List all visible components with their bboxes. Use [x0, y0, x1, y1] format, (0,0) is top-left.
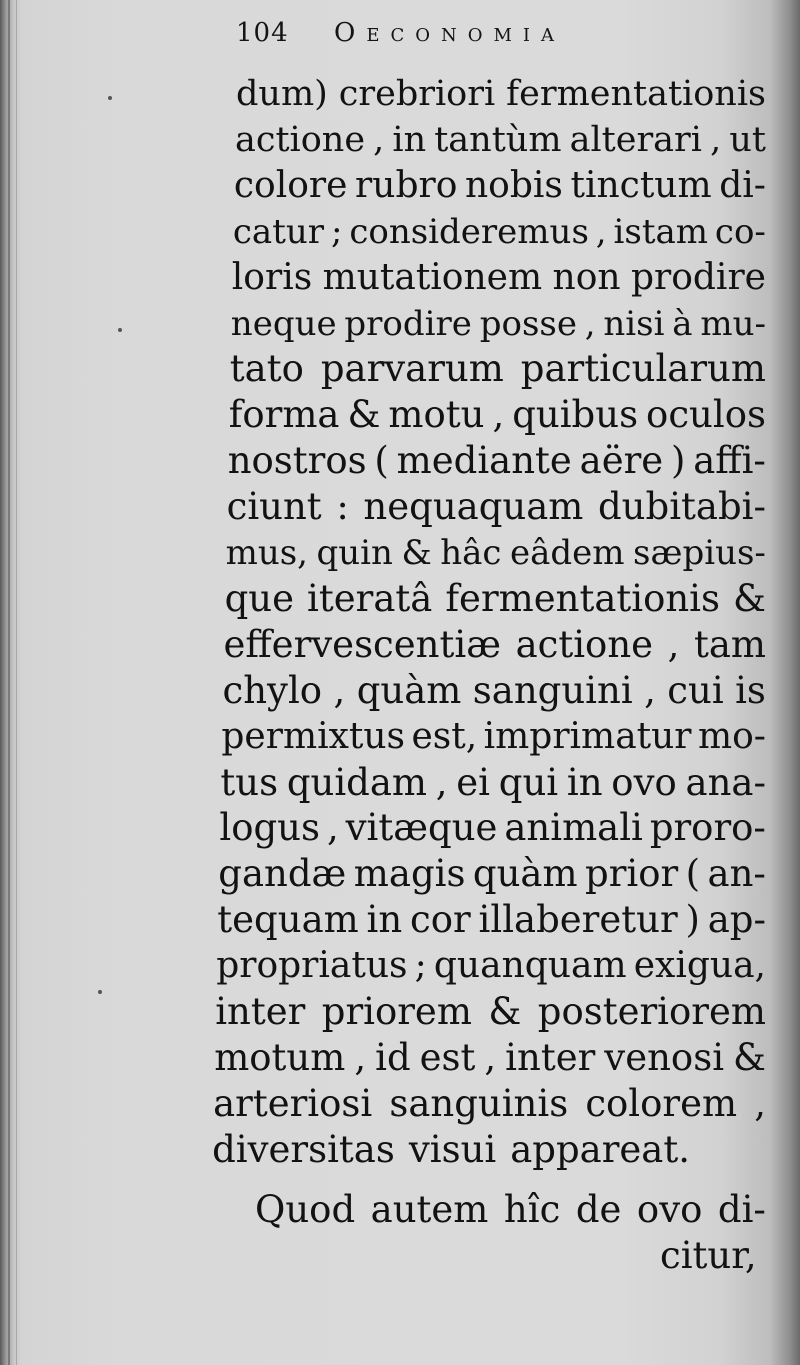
paper-speck — [108, 96, 112, 100]
word: in — [566, 760, 603, 804]
word: , — [333, 668, 346, 712]
word: colorem — [585, 1081, 738, 1125]
word: illaberetur — [478, 898, 678, 942]
word: diversitas — [212, 1127, 395, 1171]
text-line — [212, 1128, 766, 1172]
text-line — [217, 898, 766, 942]
text-line — [213, 1082, 766, 1126]
word: ap- — [707, 898, 766, 942]
text-line — [216, 944, 766, 988]
text-line — [660, 1234, 766, 1278]
word: loris — [231, 256, 313, 298]
text-line — [235, 118, 766, 162]
word: vitæque — [345, 806, 498, 850]
word: ana- — [685, 760, 766, 804]
word: colore — [233, 164, 348, 206]
word: particularum — [520, 347, 766, 391]
word: ( — [685, 852, 701, 896]
word: ovo — [611, 760, 677, 804]
word: proro- — [649, 806, 766, 850]
text-line — [234, 164, 766, 208]
paper-speck — [98, 990, 102, 994]
text-line — [215, 990, 766, 1034]
word: , — [754, 1081, 766, 1125]
word: affi- — [693, 439, 766, 483]
word: quidam — [286, 760, 428, 804]
word: que — [224, 576, 295, 620]
text-line — [226, 531, 766, 575]
word: di- — [717, 1187, 766, 1231]
text-line — [221, 715, 766, 759]
word: cui — [667, 668, 724, 712]
word: , — [373, 119, 385, 160]
word: quàm — [356, 668, 462, 712]
text-line — [214, 1036, 766, 1080]
word: magis — [353, 852, 466, 896]
word: sanguinis — [389, 1081, 569, 1125]
text-line — [220, 761, 766, 805]
word: & — [347, 393, 381, 437]
word: ovo — [636, 1187, 703, 1231]
word: motu — [388, 393, 485, 437]
word: sanguini — [472, 668, 633, 712]
word: , — [492, 393, 505, 437]
word: is — [735, 668, 766, 712]
text-line — [224, 623, 767, 667]
word: , — [667, 622, 680, 666]
word: à — [672, 303, 693, 344]
word: sæpius- — [633, 533, 766, 573]
text-line — [232, 256, 766, 300]
word: tam — [693, 622, 766, 666]
word: venosi — [604, 1035, 725, 1079]
word: ( — [374, 439, 389, 483]
word: , — [584, 303, 596, 344]
text-line — [218, 852, 766, 896]
word: inter — [215, 990, 306, 1033]
word: animali — [504, 806, 643, 850]
word: nisi — [603, 303, 665, 344]
word: fermentationis — [506, 74, 766, 114]
word: mo- — [697, 715, 766, 757]
word: imprimatur — [483, 715, 692, 757]
word: chylo — [222, 668, 323, 712]
running-head: Oeconomia — [334, 18, 566, 48]
word: non — [552, 256, 621, 298]
word: di- — [719, 164, 766, 206]
word: consideremus — [349, 211, 589, 252]
word: posse — [479, 303, 577, 344]
text-line — [236, 72, 766, 116]
word: & — [401, 533, 432, 573]
word: tus — [220, 760, 279, 804]
word: , — [435, 760, 448, 804]
word: forma — [228, 393, 340, 437]
word: mutationem — [322, 256, 543, 298]
word: de — [575, 1187, 622, 1231]
word: an- — [707, 852, 766, 896]
paper-speck — [118, 328, 122, 332]
word: co- — [714, 211, 766, 252]
word: , — [484, 1035, 497, 1079]
word: id — [375, 1035, 411, 1079]
word: catur — [232, 211, 325, 252]
word: est, — [411, 715, 478, 757]
word: iteratâ — [307, 576, 433, 620]
word: logus — [219, 806, 321, 850]
word: ) — [671, 439, 686, 483]
word: & — [733, 1035, 766, 1079]
text-line — [231, 302, 766, 346]
word: motum — [214, 1035, 346, 1079]
word: mediante — [396, 439, 572, 483]
word: inter — [505, 1035, 596, 1079]
text-line — [227, 485, 766, 529]
word: , — [354, 1035, 367, 1079]
word: exigua, — [633, 945, 766, 987]
word: quin — [316, 533, 393, 573]
word: est — [419, 1035, 476, 1079]
word: , — [326, 806, 339, 850]
word: rubro — [355, 164, 458, 206]
word: citur, — [660, 1233, 757, 1277]
word: actione — [235, 119, 366, 160]
word: posteriorem — [537, 990, 766, 1033]
word: : — [336, 485, 349, 529]
word: ) — [685, 898, 700, 942]
word: autem — [370, 1187, 489, 1231]
word: , — [595, 211, 607, 252]
word: alterari — [569, 119, 702, 160]
word: mus, — [225, 533, 308, 573]
word: mu- — [700, 303, 766, 344]
text-line — [219, 806, 766, 850]
word: eâdem — [509, 533, 625, 573]
word: neque — [230, 303, 337, 344]
word: cor — [410, 898, 471, 942]
word: ei — [456, 760, 491, 804]
page-number: 104 — [236, 18, 289, 48]
word: istam — [613, 211, 709, 252]
text-line — [255, 1188, 766, 1232]
text-line — [225, 577, 766, 621]
word: , — [710, 119, 722, 160]
word: tequam — [217, 898, 359, 942]
word: , — [644, 668, 656, 712]
word: in — [366, 898, 403, 942]
text-line — [229, 393, 766, 437]
word: nobis — [464, 164, 563, 206]
word: aëre — [579, 439, 664, 483]
word: appareat. — [510, 1127, 690, 1171]
word: nequaquam — [363, 485, 584, 529]
text-line — [233, 210, 766, 254]
word: ut — [729, 119, 766, 160]
word: tinctum — [570, 164, 712, 206]
word: qui — [498, 760, 559, 804]
word: propriatus — [216, 945, 408, 987]
word: in — [392, 119, 427, 160]
word: dubitabi- — [598, 485, 766, 529]
text-line — [230, 347, 766, 391]
word: ciunt — [226, 485, 322, 529]
word: arteriosi — [213, 1081, 373, 1125]
word: & — [488, 990, 522, 1033]
word: quibus — [512, 393, 639, 437]
word: quàm — [472, 852, 578, 896]
word: prodire — [344, 303, 472, 344]
text-line — [223, 669, 767, 713]
word: hîc — [503, 1187, 561, 1231]
word: actione — [515, 622, 654, 666]
word: effervescentiæ — [223, 622, 501, 666]
word: fermentationis — [445, 576, 721, 620]
word: parvarum — [320, 347, 504, 391]
word: ; — [414, 945, 427, 987]
text-line — [228, 439, 766, 483]
word: tantùm — [434, 119, 562, 160]
word: & — [733, 576, 766, 620]
word: crebriori — [338, 74, 496, 114]
word: prodire — [630, 256, 766, 298]
word: tato — [229, 347, 304, 391]
word: prior — [585, 852, 679, 896]
word: hâc — [440, 533, 502, 573]
word: oculos — [646, 393, 766, 437]
word: quanquam — [433, 945, 627, 987]
word: dum) — [236, 74, 328, 114]
word: permixtus — [221, 715, 406, 757]
word: priorem — [321, 990, 472, 1033]
word: nostros — [227, 439, 367, 483]
word: ; — [330, 211, 343, 252]
word: Quod — [255, 1187, 356, 1231]
word: gandæ — [218, 852, 347, 896]
word: visui — [408, 1127, 497, 1171]
